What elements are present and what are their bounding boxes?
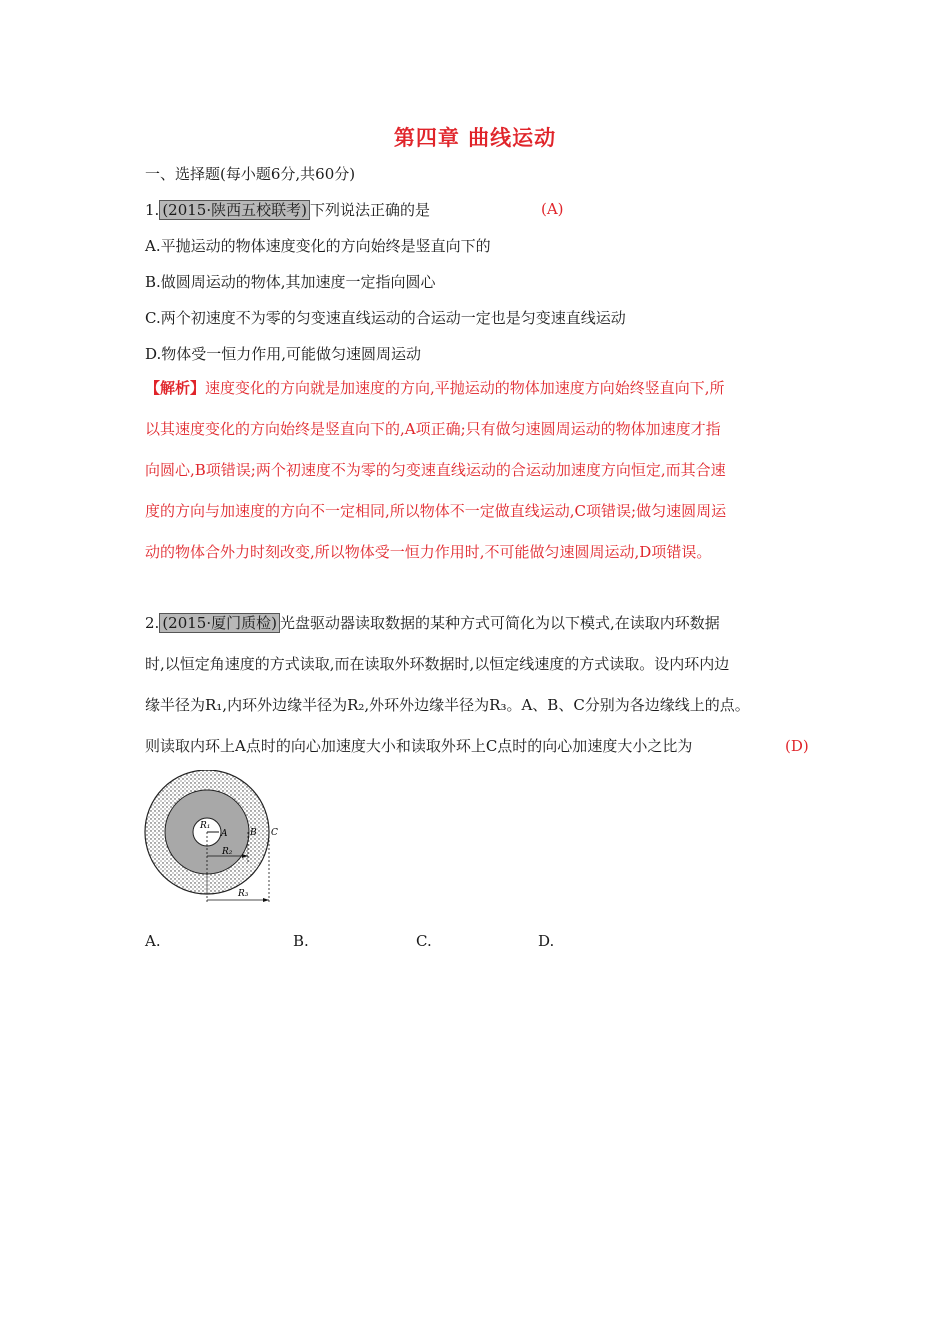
point-b-label: B bbox=[250, 828, 257, 838]
analysis-block bbox=[145, 368, 805, 573]
section-heading: 一、选择题(每小题6分,共60分) bbox=[145, 165, 356, 183]
option-c: C. bbox=[416, 932, 432, 950]
analysis-line: 以其速度变化的方向始终是竖直向下的,A项正确;只有做匀速圆周运动的物体加速度才指 bbox=[145, 420, 721, 438]
option-d: D.物体受一恒力作用,可能做匀速圆周运动 bbox=[145, 345, 422, 363]
question-2-answer: (D) bbox=[785, 737, 809, 755]
question-2-stem bbox=[145, 603, 810, 767]
option-d: D. bbox=[538, 932, 555, 950]
disc-figure bbox=[142, 770, 292, 910]
r2-label: R₂ bbox=[222, 847, 233, 857]
r1-label: R₁ bbox=[200, 821, 211, 831]
analysis-line: 速度变化的方向就是加速度的方向,平抛运动的物体加速度方向始终竖直向下,所 bbox=[205, 379, 725, 397]
source-tag: (2015·陕西五校联考) bbox=[159, 200, 310, 220]
chapter-title: 第四章 曲线运动 bbox=[393, 125, 557, 150]
question-text: 下列说法正确的是 bbox=[309, 201, 430, 219]
point-c-label: C bbox=[271, 828, 278, 838]
analysis-line: 度的方向与加速度的方向不一定相同,所以物体不一定做直线运动,C项错误;做匀速圆周运 bbox=[145, 502, 727, 520]
question-text: 光盘驱动器读取数据的某种方式可简化为以下模式,在读取内环数据 bbox=[279, 614, 720, 632]
option-c: C.两个初速度不为零的匀变速直线运动的合运动一定也是匀变速直线运动 bbox=[145, 309, 626, 327]
r3-label: R₃ bbox=[238, 889, 249, 899]
option-b: B.做圆周运动的物体,其加速度一定指向圆心 bbox=[145, 273, 436, 291]
analysis-line: 动的物体合外力时刻改变,所以物体受一恒力作用时,不可能做匀速圆周运动,D项错误。 bbox=[145, 543, 712, 561]
question-2-options bbox=[145, 932, 645, 952]
question-1-answer: (A) bbox=[541, 200, 564, 218]
question-text: 缘半径为R₁,内环外边缘半径为R₂,外环外边缘半径为R₃。A、B、C分别为各边缘线上的点。 bbox=[145, 696, 750, 714]
question-number: 1. bbox=[145, 201, 160, 219]
option-a: A.平抛运动的物体速度变化的方向始终是竖直向下的 bbox=[145, 237, 491, 255]
point-a-label: A bbox=[221, 829, 228, 839]
question-text: 则读取内环上A点时的向心加速度大小和读取外环上C点时的向心加速度大小之比为 bbox=[145, 737, 693, 755]
question-1-stem bbox=[145, 200, 430, 220]
question-text: 时,以恒定角速度的方式读取,而在读取外环数据时,以恒定线速度的方式读取。设内环内边 bbox=[145, 655, 730, 673]
option-a: A. bbox=[145, 932, 161, 950]
source-tag: (2015·厦门质检) bbox=[159, 613, 280, 633]
analysis-label: 【解析】 bbox=[145, 379, 206, 397]
question-number: 2. bbox=[145, 614, 160, 632]
option-b: B. bbox=[293, 932, 309, 950]
analysis-line: 向圆心,B项错误;两个初速度不为零的匀变速直线运动的合运动加速度方向恒定,而其合速 bbox=[145, 461, 726, 479]
